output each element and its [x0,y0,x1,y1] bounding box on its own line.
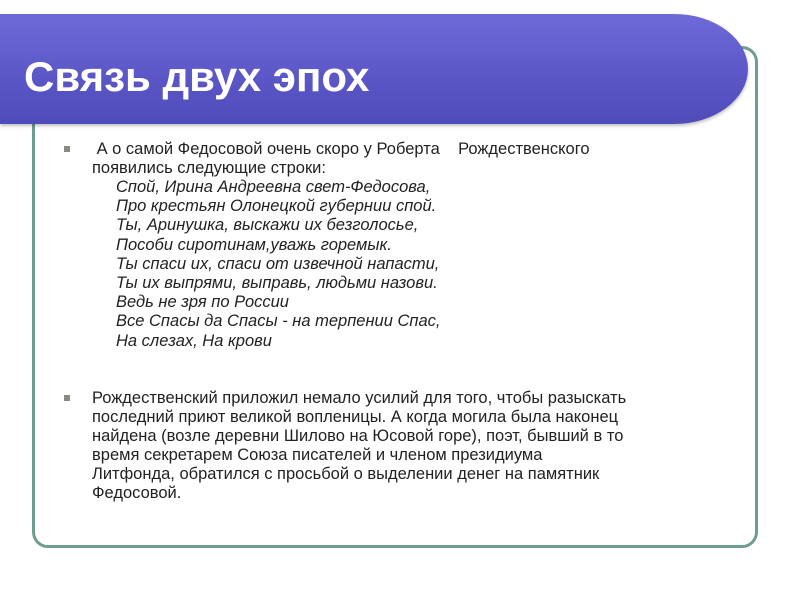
slide-title: Связь двух эпох [24,53,370,100]
poem-line: Ты, Аринушка, выскажи их безголосье, [116,216,419,235]
title-banner [0,14,748,124]
poem-line: На слезах, На крови [116,331,272,350]
slide-content [60,140,750,503]
bullet-marker [64,146,70,152]
poem-line: Ведь не зря по России [116,293,289,312]
paragraph-line: Литфонда, обратился с просьбой о выделении денег на памятник [92,464,600,483]
bullet-intro-line: появились следующие строки: [92,159,326,177]
paragraph-line: последний приют великой вопленицы. А когда могила была наконец [92,407,619,426]
poem-line: Пособи сиротинам,уважь горемык. [116,235,392,254]
poem-line: Ты спаси их, спаси от извечной напасти, [116,254,440,273]
poem-line: Спой, Ирина Андреевна свет-Федосова, [116,178,431,196]
paragraph-line: Федосовой. [92,483,182,502]
paragraph-line: время секретарем Союза писателей и членом президиума [92,445,543,464]
bullet-marker [64,395,70,401]
bullet-item-monument [60,389,750,503]
bullet-intro-line: А о самой Федосовой очень скоро у Роберта Рождественского [92,140,590,158]
poem-line: Ты их выпрями, выправь, людьми назови. [116,274,438,293]
poem-line: Все Спасы да Спасы - на терпении Спас, [116,312,441,331]
paragraph-line: Рождественский приложил немало усилий для того, чтобы разыскать [92,388,627,407]
poem-verse [92,178,750,351]
bullet-item-poem [60,140,750,351]
paragraph-line: найдена (возле деревни Шилово на Юсовой горе), поэт, бывший в то [92,426,624,445]
poem-line: Про крестьян Олонецкой губернии спой. [116,197,437,216]
